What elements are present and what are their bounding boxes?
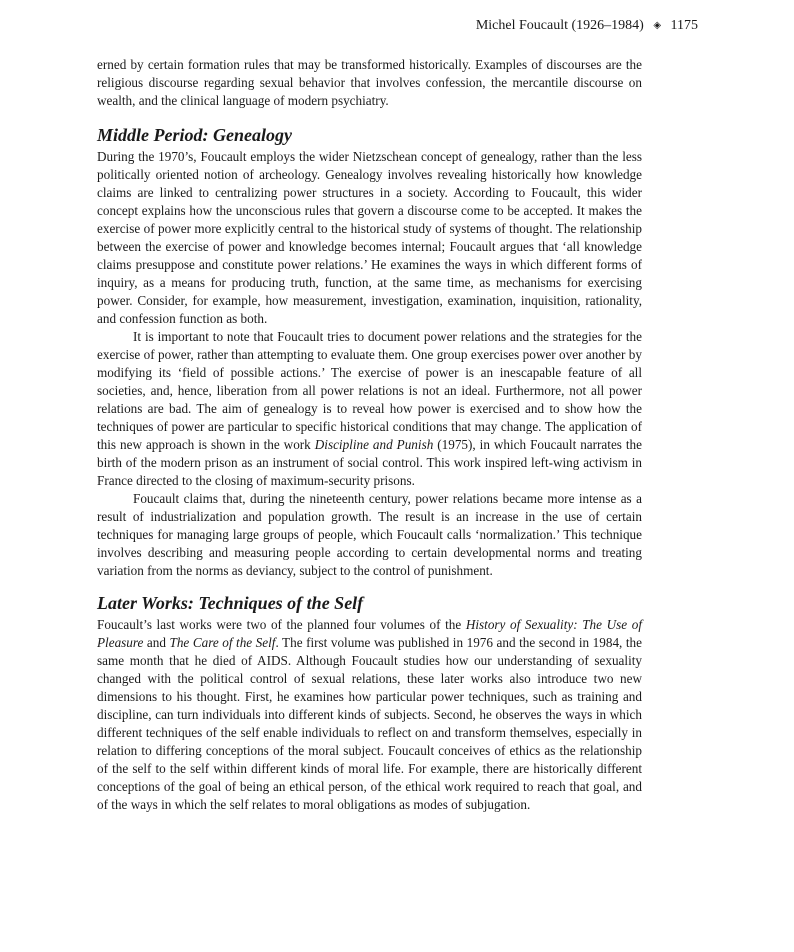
book-title-history-of-sexuality: History of Sexuality: The Use of Pleasure xyxy=(97,617,642,650)
continued-paragraph: erned by certain formation rules that may be transformed historically. Examples of discourses are the religious discourse regarding sexual behavior that involves confession, the mercantile discourse on wealth, and the clinical language of modern psychiatry. xyxy=(97,57,642,108)
paragraph-genealogy-2 xyxy=(97,328,642,490)
section-heading-genealogy: Middle Period: Genealogy xyxy=(97,125,292,145)
page-body xyxy=(97,56,642,814)
book-title-care-of-the-self: The Care of the Self xyxy=(169,635,276,650)
paragraph-genealogy-1: During the 1970’s, Foucault employs the wider Nietzschean concept of genealogy, rather than the less politically oriented notion of archeology. Genealogy involves revealing historically how knowledge claims are linked to centralizing power structures in a society. According to Foucault, this wider concept explains how the unconscious rules that govern a discourse come to be accepted. It makes the exercise of power more explicitly central to the historical study of systems of thought. The relationship between the exercise of power and knowledge becomes internal; Foucault argues that ‘all knowledge claims presuppose and constitute power relations.’ He examines the ways in which different forms of inquiry, as a means for producing truth, function, at the same time, as mechanisms for exercising power. Consider, for example, how measurement, investigation, examination, inquisition, rationality, and confession function as both. xyxy=(97,149,642,326)
text-run: . The first volume was published in 1976 and the second in 1984, the same month that he died of AIDS. Although Foucault studies how our understanding of sexuality changed with the political control of sexual relations, these later works also introduce two new dimensions to his thought. First, he examines how particular power techniques, such as training and discipline, can turn individuals into different kinds of subjects. Second, he observes the ways in which different techniques of the self enable individuals to reflect on and transform themselves, especially in relation to differing conceptions of the moral subject. Foucault conceives of ethics as the relationship of the self to the self within different kinds of moral life. For example, there are historically different conceptions of the goal of being an ethical person, of the ethical work required to reach that goal, and of the ways in which the self relates to moral obligations as modes of subjugation. xyxy=(97,635,642,812)
page-number: 1175 xyxy=(670,18,698,33)
text-run: (1975), in which Foucault narrates the birth of the modern prison as an instrument of social control. This work inspired left-wing activism in France directed to the closing of maximum-security prisons. xyxy=(97,437,642,488)
section-heading-techniques-of-the-self: Later Works: Techniques of the Self xyxy=(97,593,364,613)
text-run: It is important to note that Foucault tries to document power relations and the strategies for the exercise of power, rather than attempting to evaluate them. One group exercises power over another by modifying its ‘field of possible actions.’ The exercise of power is an inescapable feature of all societies, and, hence, liberation from all power relations is not an ideal. Furthermore, not all power relations are bad. The aim of genealogy is to reveal how power is exercised and to show how the techniques of power are particular to specific historical conditions that may change. The application of this new approach is shown in the work xyxy=(97,329,642,452)
text-run: Foucault’s last works were two of the planned four volumes of the xyxy=(97,617,466,632)
text-run: and xyxy=(143,635,170,650)
diamond-separator-icon: ◈ xyxy=(653,20,662,31)
paragraph-techniques-1 xyxy=(97,616,642,814)
running-head-title: Michel Foucault (1926–1984) xyxy=(475,18,644,33)
paragraph-genealogy-3: Foucault claims that, during the nineteenth century, power relations became more intense as a result of industrialization and population growth. The result is an increase in the use of certain techniques for managing large groups of people, which Foucault calls ‘normalization.’ This technique involves describing and measuring people according to certain developmental norms and treating variation from the norms as deviancy, subject to the control of punishment. xyxy=(97,491,642,578)
book-title-discipline-and-punish: Discipline and Punish xyxy=(314,437,434,452)
running-head xyxy=(476,18,698,34)
